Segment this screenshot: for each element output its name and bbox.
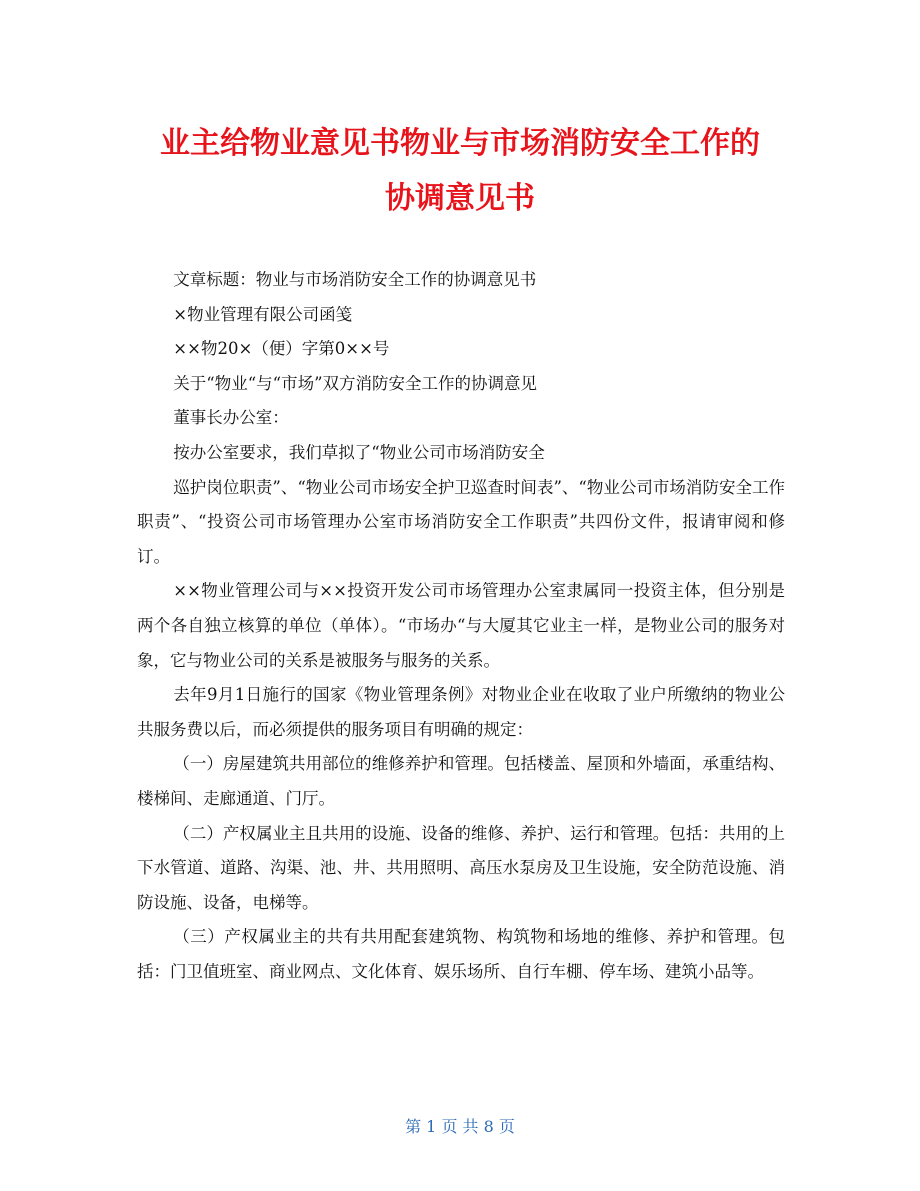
paragraph-documents-list: 巡护岗位职责”、“物业公司市场安全护卫巡查时间表”、“物业公司市场消防安全工作职责”、“投资公司市场管理办公室市场消防安全工作职责”共四份文件，报请审阅和修订。	[137, 477, 785, 566]
paragraph-subject: 关于“物业“与“市场”双方消防安全工作的协调意见	[173, 373, 538, 393]
paragraph-addressee: 董事长办公室：	[173, 408, 289, 428]
document-title-line-2: 协调意见书	[385, 181, 535, 216]
document-body	[137, 263, 785, 989]
paragraph-letterhead: ×物业管理有限公司函笺	[173, 304, 353, 324]
paragraph-relationship: ××物业管理公司与××投资开发公司市场管理办公室隶属同一投资主体，但分别是两个各自独立核算的单位（单体）。“市场办“与大厦其它业主一样，是物业公司的服务对象，它与物业公司的关系是被服务与服务的关系。	[137, 581, 785, 670]
paragraph-intro: 按办公室要求，我们草拟了“物业公司市场消防安全	[173, 442, 545, 462]
paragraph-item-2: （二）产权属业主且共用的设施、设备的维修、养护、运行和管理。包括：共用的上下水管道、道路、沟渠、池、井、共用照明、高压水泵房及卫生设施，安全防范设施、消防设施、设备，电梯等。	[137, 823, 785, 912]
paragraph-item-1: （一）房屋建筑共用部位的维修养护和管理。包括楼盖、屋顶和外墙面，承重结构、楼梯间、走廊通道、门厅。	[137, 754, 785, 808]
paragraph-article-title: 文章标题：物业与市场消防安全工作的协调意见书	[173, 270, 537, 289]
paragraph-regulation: 去年9月1日施行的国家《物业管理条例》对物业企业在收取了业户所缴纳的物业公共服务费以后，而必须提供的服务项目有明确的规定：	[137, 685, 785, 739]
document-title-line-1: 业主给物业意见书物业与市场消防安全工作的	[160, 126, 760, 161]
paragraph-item-3: （三）产权属业主的共有共用配套建筑物、构筑物和场地的维修、养护和管理。包括：门卫值班室、商业网点、文化体育、娱乐场所、自行车棚、停车场、建筑小品等。	[137, 927, 785, 981]
page-number-footer: 第 1 页 共 8 页	[405, 1117, 515, 1136]
paragraph-reference-number: ××物20×（便）字第0××号	[173, 339, 390, 359]
